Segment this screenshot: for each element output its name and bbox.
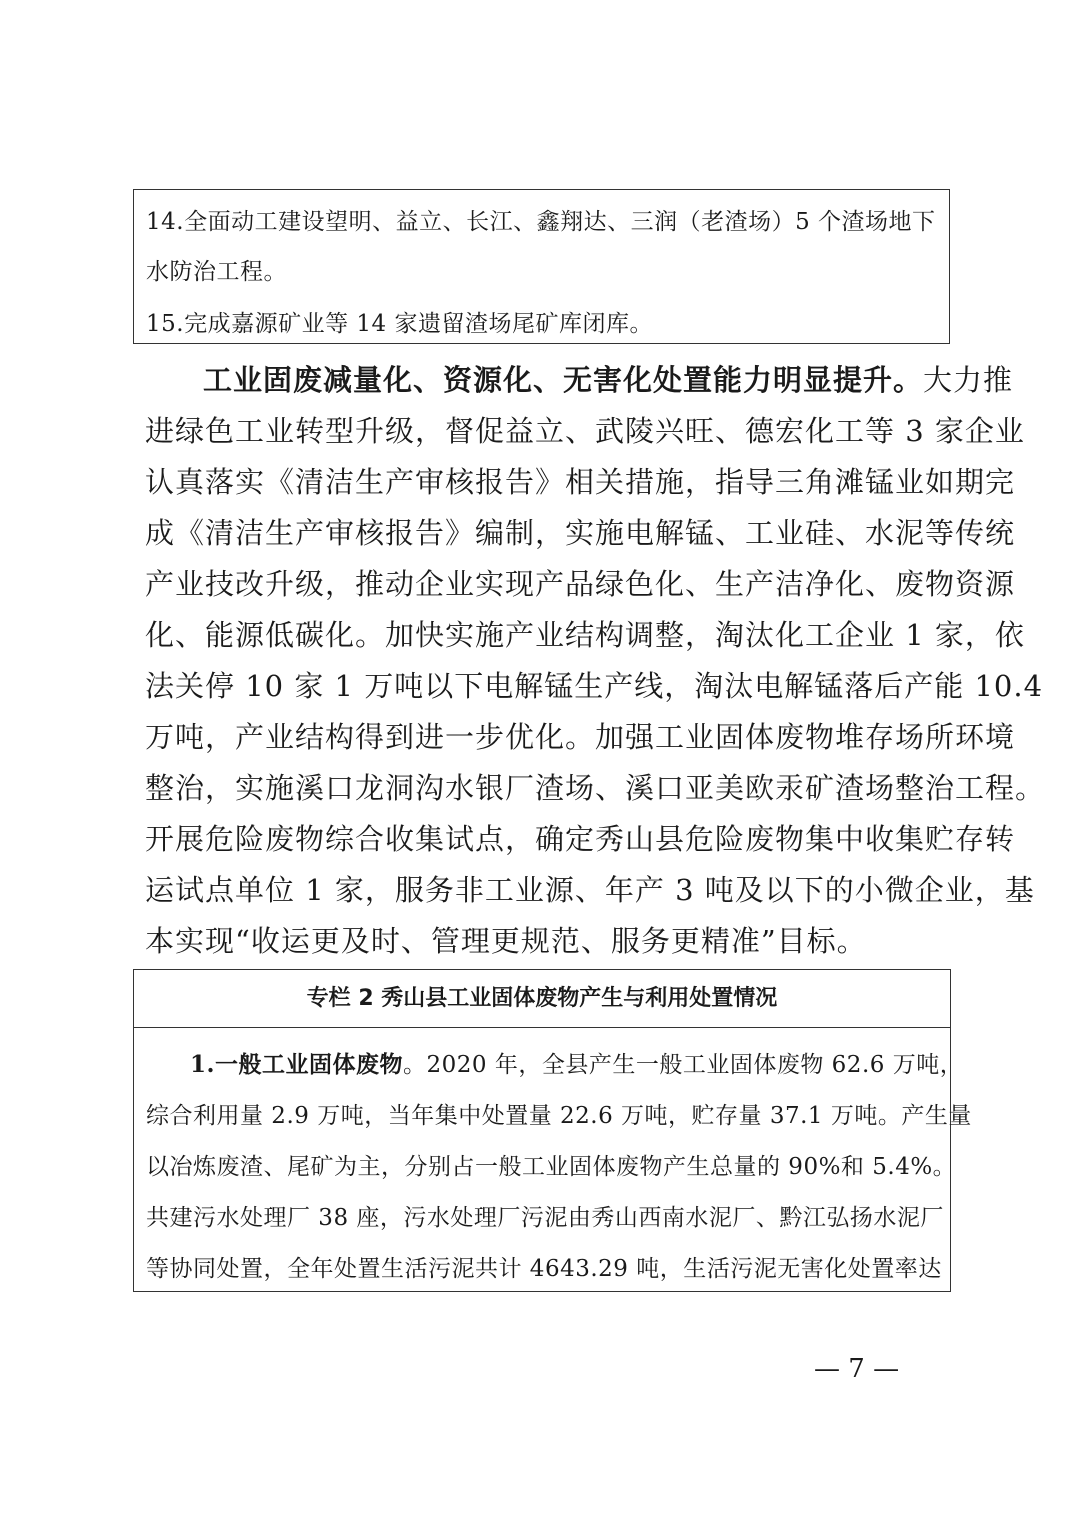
column-line-1 — [190, 1046, 963, 1079]
paragraph-line: 万吨，产业结构得到进一步优化。加强工业固体废物堆存场所环境 — [145, 720, 1016, 754]
column-line: 综合利用量 2.9 万吨，当年集中处置量 22.6 万吨，贮存量 37.1 万吨。产生量 — [146, 1103, 972, 1129]
paragraph-line: 法关停 10 家 1 万吨以下电解锰生产线，淘汰电解锰落后产能 10.4 — [145, 669, 1044, 703]
column-line: 等协同处置，全年处置生活污泥共计 4643.29 吨，生活污泥无害化处置率达 — [146, 1256, 942, 1282]
paragraph-line: 本实现“收运更及时、管理更规范、服务更精准”目标。 — [145, 924, 867, 958]
paragraph-line: 进绿色工业转型升级，督促益立、武陵兴旺、德宏化工等 3 家企业 — [145, 414, 1025, 448]
paragraph-line: 运试点单位 1 家，服务非工业源、年产 3 吨及以下的小微企业，基 — [145, 873, 1035, 907]
task-list-box — [133, 189, 950, 344]
task-item-15: 15.完成嘉源矿业等 14 家遗留渣场尾矿库闭库。 — [146, 311, 653, 337]
paragraph-heading: 工业固废减量化、资源化、无害化处置能力明显提升。 — [203, 363, 924, 397]
column-title: 专栏 2 秀山县工业固体废物产生与利用处置情况 — [134, 970, 950, 1028]
column-line: 以冶炼废渣、尾矿为主，分别占一般工业固体废物产生总量的 90%和 5.4%。 — [146, 1154, 957, 1180]
paragraph-line-1-rest: 大力推 — [923, 363, 1014, 397]
page-number: — 7 — — [814, 1354, 900, 1384]
paragraph-line: 整治，实施溪口龙洞沟水银厂渣场、溪口亚美欧汞矿渣场整治工程。 — [145, 771, 1046, 805]
paragraph-line-1 — [203, 358, 1014, 399]
column-box — [133, 969, 972, 1292]
paragraph-line: 认真落实《清洁生产审核报告》相关措施，指导三角滩锰业如期完 — [145, 465, 1016, 499]
task-item-14-line-2: 水防治工程。 — [146, 259, 287, 285]
paragraph-line: 产业技改升级，推动企业实现产品绿色化、生产洁净化、废物资源 — [145, 567, 1016, 601]
paragraph-line: 开展危险废物综合收集试点，确定秀山县危险废物集中收集贮存转 — [145, 822, 1016, 856]
column-line: 共建污水处理厂 38 座，污水处理厂污泥由秀山西南水泥厂、黔江弘扬水泥厂 — [146, 1205, 944, 1231]
column-subheading: 1.一般工业固体废物 — [190, 1051, 404, 1078]
paragraph-line: 成《清洁生产审核报告》编制，实施电解锰、工业硅、水泥等传统 — [145, 516, 1016, 550]
paragraph-line: 化、能源低碳化。加快实施产业结构调整，淘汰化工企业 1 家，依 — [145, 618, 1025, 652]
column-line-1-rest: 。2020 年，全县产生一般工业固体废物 62.6 万吨， — [403, 1052, 964, 1078]
task-item-14-line-1: 14.全面动工建设望明、益立、长江、鑫翔达、三润（老渣场）5 个渣场地下 — [146, 209, 936, 235]
